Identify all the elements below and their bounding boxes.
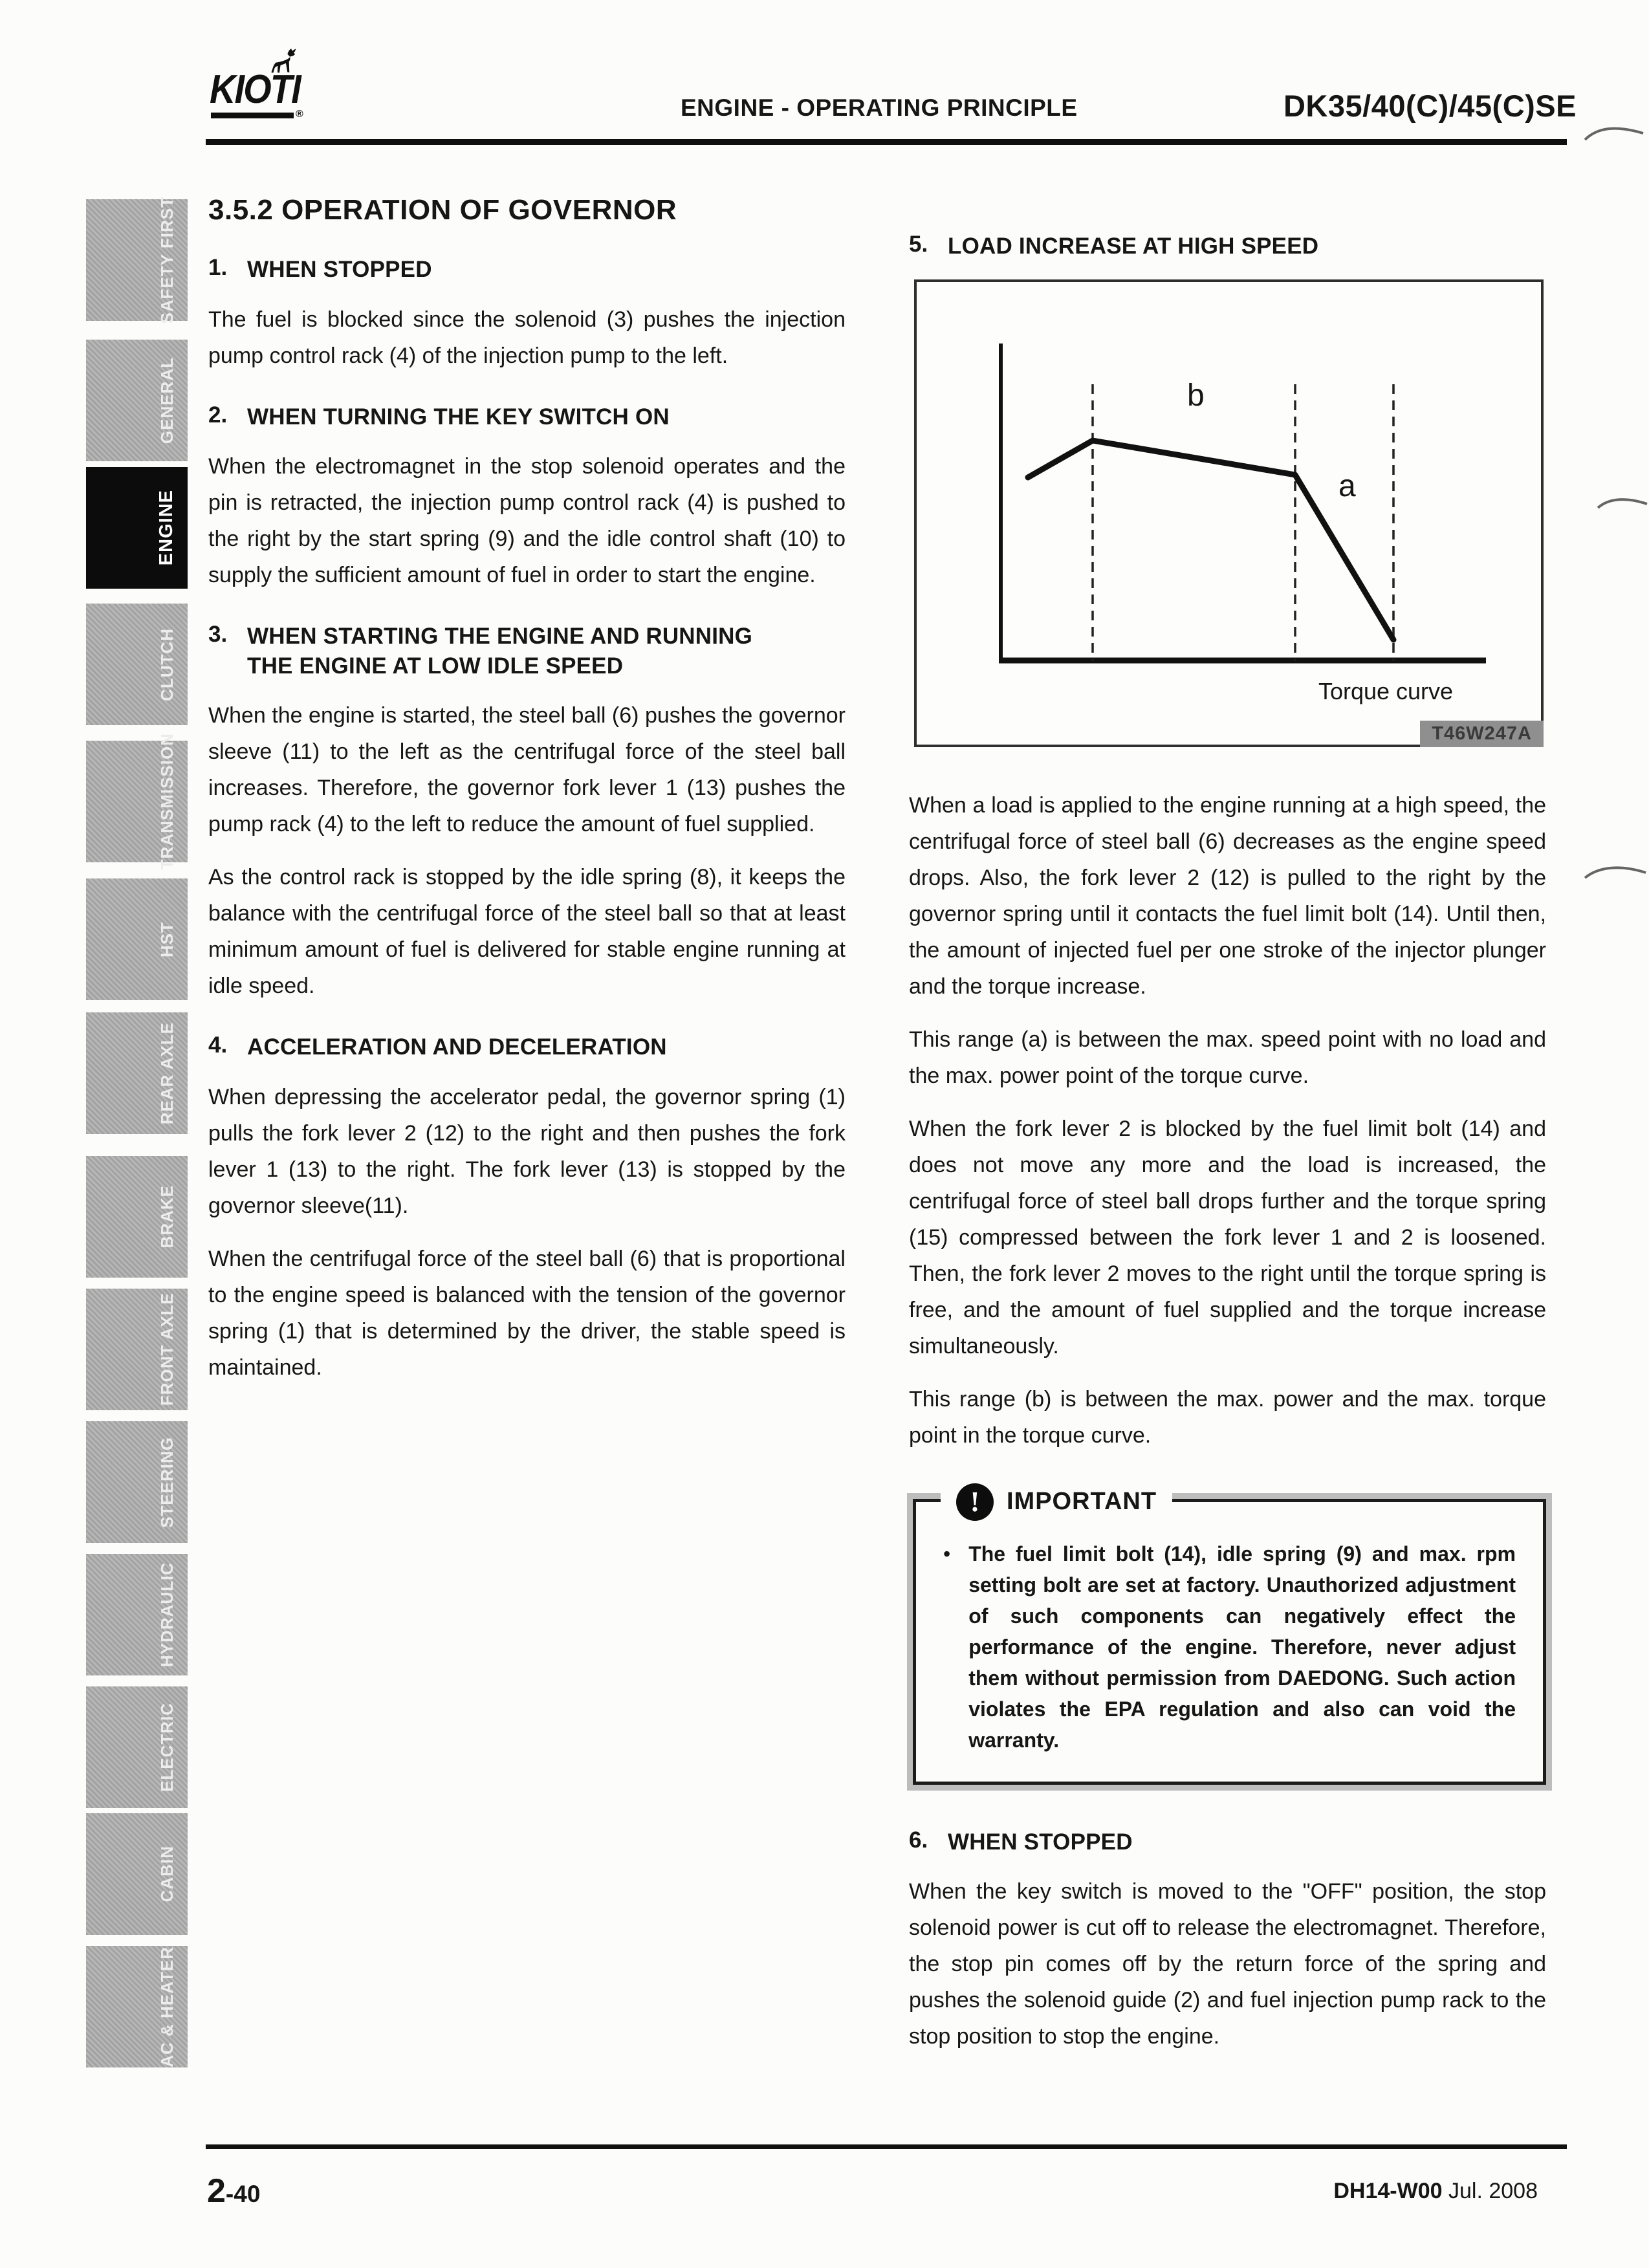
heading-text: WHEN STARTING THE ENGINE AND RUNNING THE ENGINE AT LOW IDLE SPEED bbox=[247, 624, 753, 679]
sidebar-tab-general bbox=[86, 340, 188, 461]
right-column bbox=[909, 232, 1546, 2071]
tab-label: GENERAL bbox=[157, 356, 177, 444]
sidebar-tab-transmission bbox=[86, 733, 188, 870]
kioti-logo bbox=[211, 48, 314, 125]
tab-label: CABIN bbox=[157, 1846, 177, 1903]
paragraph: This range (a) is between the max. speed point with no load and the max. power point of the torque curve. bbox=[909, 1027, 1546, 1088]
heading-number: 5. bbox=[909, 232, 928, 257]
heading-when-stopped-1 bbox=[208, 255, 846, 285]
sidebar-tab-rear-axle bbox=[86, 1012, 188, 1134]
tab-label: TRANSMISSION bbox=[157, 733, 177, 870]
page-number-chapter: 2 bbox=[207, 2172, 226, 2210]
important-title: IMPORTANT bbox=[1007, 1488, 1157, 1515]
heading-number: 1. bbox=[208, 255, 228, 280]
tab-label: ELECTRIC bbox=[157, 1703, 177, 1792]
paragraph: When the engine is started, the steel ball (6) pushes the governor sleeve (11) to the left as the centrifugal force of the steel ball increases. Therefore, the governor fork lever 1 (13) pushes the pump rack (4) to the left to reduce the amount of fuel supplied. bbox=[208, 703, 846, 836]
range-a-label: a bbox=[1338, 468, 1356, 503]
range-b-label: b bbox=[1187, 378, 1205, 413]
tab-label: CLUTCH bbox=[157, 627, 177, 701]
important-bullet-item bbox=[943, 1538, 1516, 1756]
heading-number: 2. bbox=[208, 402, 228, 428]
scan-artifact bbox=[1597, 495, 1648, 514]
figure-id-tag: T46W247A bbox=[1420, 721, 1544, 747]
important-box bbox=[913, 1486, 1546, 1785]
figure-caption: Torque curve bbox=[1318, 677, 1454, 704]
model-code: DK35/40(C)/45(C)SE bbox=[1283, 89, 1577, 123]
heading-number: 3. bbox=[208, 622, 228, 647]
heading-text: LOAD INCREASE AT HIGH SPEED bbox=[948, 234, 1319, 259]
tab-label: AC & HEATER bbox=[157, 1946, 177, 2067]
tab-label: HYDRAULIC bbox=[157, 1562, 177, 1668]
heading-number: 6. bbox=[909, 1827, 928, 1853]
sidebar-tab-electric bbox=[86, 1686, 188, 1808]
logo-wordmark: KIOTI bbox=[210, 67, 300, 112]
left-column bbox=[208, 194, 846, 1402]
paragraph: When a load is applied to the engine running at a high speed, the centrifugal force of steel ball (6) decreases as the engine speed drops. Also, the fork lever 2 (12) is pulled to the right by the governor spring until it contacts the fuel limit bolt (14). Until then, the amount of injected fuel per one stroke of the injector plunger and the torque increase. bbox=[909, 792, 1546, 999]
header-rule bbox=[206, 139, 1567, 145]
tab-label: STEERING bbox=[157, 1436, 177, 1528]
heading-when-stopped-6 bbox=[909, 1827, 1546, 1857]
paragraph: When the centrifugal force of the steel ball (6) that is proportional to the engine speed is balanced with the tension of the governor spring (1) that is determined by the driver, the stable speed is maintained. bbox=[208, 1246, 846, 1380]
sidebar-tab-steering bbox=[86, 1421, 188, 1543]
page-number bbox=[207, 2172, 260, 2210]
sidebar-tab-safety-first bbox=[86, 196, 188, 324]
sidebar-tab-engine bbox=[86, 467, 188, 589]
paragraph: When the fork lever 2 is blocked by the fuel limit bolt (14) and does not move any more and the load is increased, the centrifugal force of steel ball drops further and the torque spring (15) compressed between the fork lever 1 and 2 is loosened. Then, the fork lever 2 moves to the right until the torque spring is free, and the amount of fuel supplied and the torque increase simultaneously. bbox=[909, 1116, 1546, 1358]
paragraph: When the key switch is moved to the "OFF" position, the stop solenoid power is cut off to release the electromagnet. Therefore, the stop pin comes off by the return force of the spring and pushes the solenoid guide (2) and fuel injection pump rack to the stop position to stop the engine. bbox=[909, 1879, 1546, 2049]
doc-date: Jul. 2008 bbox=[1448, 2179, 1538, 2203]
heading-text: WHEN STOPPED bbox=[247, 257, 432, 282]
tab-label: SAFETY FIRST bbox=[157, 196, 177, 324]
heading-number: 4. bbox=[208, 1032, 228, 1058]
heading-text: ACCELERATION AND DECELERATION bbox=[247, 1034, 667, 1060]
heading-key-switch-on bbox=[208, 402, 846, 432]
tab-label: REAR AXLE bbox=[157, 1021, 177, 1125]
important-header bbox=[941, 1476, 1172, 1528]
registered-mark: ® bbox=[296, 109, 303, 120]
heading-text: WHEN TURNING THE KEY SWITCH ON bbox=[247, 404, 670, 430]
footer-rule bbox=[206, 2144, 1567, 2149]
doc-code: DH14-W00 bbox=[1333, 2179, 1443, 2203]
sidebar-tab-clutch bbox=[86, 604, 188, 725]
tab-label: ENGINE bbox=[156, 490, 177, 566]
heading-starting-engine bbox=[208, 622, 846, 681]
paragraph: As the control rack is stopped by the idle spring (8), it keeps the balance with the centrifugal force of the steel ball so that at least minimum amount of fuel is delivered for stable engine running at idle speed. bbox=[208, 865, 846, 998]
exclamation-icon: ! bbox=[956, 1483, 994, 1521]
important-text: The fuel limit bolt (14), idle spring (9) and max. rpm setting bolt are set at factory. Unauthorized adjustment of such components can negatively effect the performance of the engine. Therefore, never adjust them without permission from DAEDONG. Such action violates the EPA regulation and also can void the warranty. bbox=[968, 1542, 1516, 1752]
sidebar-tab-front-axle bbox=[86, 1289, 188, 1410]
tab-label: HST bbox=[157, 921, 177, 957]
scan-artifact bbox=[1584, 124, 1645, 146]
torque-curve-plot bbox=[917, 282, 1536, 739]
logo-underline bbox=[211, 113, 294, 118]
section-title: 3.5.2 OPERATION OF GOVERNOR bbox=[208, 194, 677, 226]
heading-text: WHEN STOPPED bbox=[948, 1829, 1133, 1855]
paragraph: When depressing the accelerator pedal, the governor spring (1) pulls the fork lever 2 (12) to the right and then pushes the fork lever 1 (13) to the right. The fork lever (13) is stopped by the governor sleeve(11). bbox=[208, 1084, 846, 1218]
sidebar-tab-brake bbox=[86, 1156, 188, 1278]
heading-load-increase bbox=[909, 232, 1546, 261]
tab-label: FRONT AXLE bbox=[157, 1292, 177, 1406]
paragraph: When the electromagnet in the stop solenoid operates and the pin is retracted, the injection pump control rack (4) is pushed to the right by the start spring (9) and the idle control shaft (10) to supply the sufficient amount of fuel in order to start the engine. bbox=[208, 454, 846, 587]
torque-curve-figure bbox=[914, 279, 1544, 747]
paragraph: This range (b) is between the max. power and the max. torque point in the torque curve. bbox=[909, 1386, 1546, 1448]
sidebar-tab-hydraulic bbox=[86, 1554, 188, 1675]
paragraph: The fuel is blocked since the solenoid (3) pushes the injection pump control rack (4) of the injection pump to the left. bbox=[208, 307, 846, 368]
tab-label: BRAKE bbox=[157, 1185, 177, 1248]
sidebar-tab-hst bbox=[86, 878, 188, 1000]
chapter-title: ENGINE - OPERATING PRINCIPLE bbox=[681, 94, 1078, 121]
doc-reference bbox=[1333, 2179, 1538, 2204]
bullet-icon: • bbox=[943, 1542, 951, 1565]
sidebar-tab-cabin bbox=[86, 1813, 188, 1935]
page-number-page: -40 bbox=[225, 2181, 261, 2207]
sidebar-tab-ac-heater bbox=[86, 1946, 188, 2067]
heading-acceleration bbox=[208, 1032, 846, 1062]
scan-artifact bbox=[1584, 864, 1647, 884]
